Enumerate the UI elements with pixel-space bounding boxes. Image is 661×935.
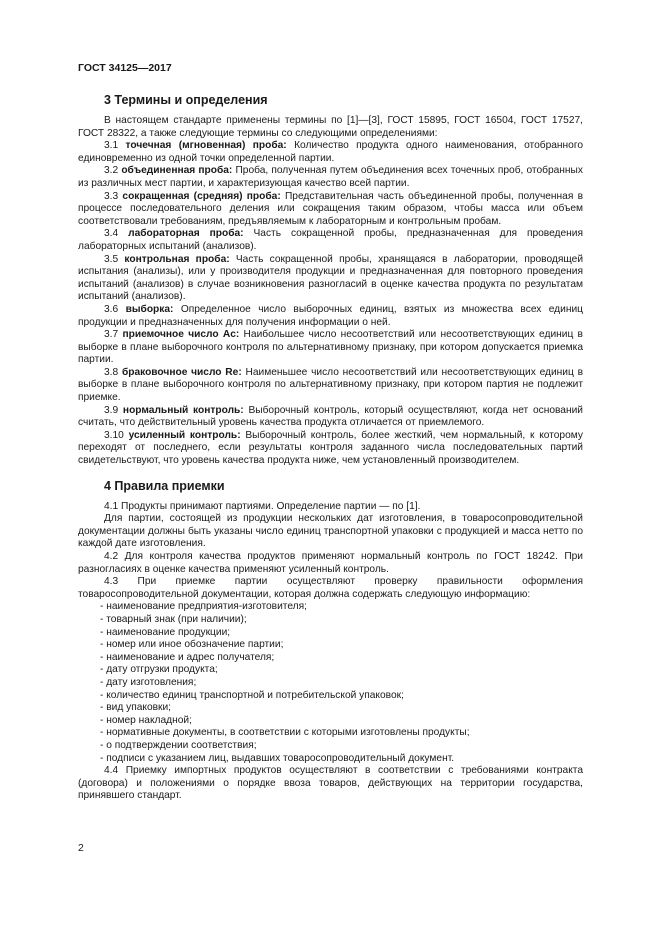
term-definition: Определенное число выборочных единиц, взятых из множества всех единиц продукции и предназначенных для получения информации о ней. xyxy=(78,303,583,328)
list-item: - дату изготовления; xyxy=(100,676,197,688)
term-number: 3.9 xyxy=(104,404,119,416)
term-definition: Часть сокращенной пробы, хранящаяся в лаборатории, проводящей испытания (анализы), или у производителя продукции и предназначенная для повторного проведения испытаний (анализов) в случае возникновения разногласий в оценке качества продукта по результатам испытаний (анализов). xyxy=(78,253,584,303)
term-number: 3.10 xyxy=(104,429,124,441)
list-item: - подписи с указанием лиц, выдавших товаросопроводительный документ. xyxy=(100,752,455,764)
term-name: сокращенная (средняя) проба: xyxy=(122,190,281,202)
term-number: 3.1 xyxy=(104,140,119,152)
term-number: 3.4 xyxy=(104,228,119,240)
standard-code: ГОСТ 34125—2017 xyxy=(78,62,172,74)
list-item: - номер или иное обозначение партии; xyxy=(100,639,284,651)
clause-4-1: 4.1 Продукты принимают партиями. Определение партии — по [1]. xyxy=(104,500,421,512)
term-name: контрольная проба: xyxy=(124,253,230,265)
term-definition: Выборочный контроль, который осуществляют, когда нет оснований считать, что действительный уровень качества продукта отличается от приемлемого. xyxy=(78,404,583,429)
list-item: - количество единиц транспортной и потребительской упаковок; xyxy=(100,689,404,701)
required-info-list xyxy=(78,601,583,765)
clause-4-1-batch-note: Для партии, состоящей из продукции нескольких дат изготовления, в товаросопроводительной документации должны быть указаны число единиц транспортной упаковки с продукцией и масса нетто по каждой дате изготовления. xyxy=(78,513,583,550)
term-paragraph xyxy=(78,405,583,430)
term-number: 3.7 xyxy=(104,329,119,341)
term-name: усиленный контроль: xyxy=(128,429,241,441)
term-number: 3.8 xyxy=(104,366,119,378)
term-paragraph xyxy=(78,191,583,229)
term-name: выборка: xyxy=(125,303,174,315)
term-definition: Выборочный контроль, более жесткий, чем нормальный, к которому переходят от последнего, если результаты контроля заданного числа последовательных партий свидетельствуют, что уровень качества продукта ниже, чем установленный производителем. xyxy=(78,429,583,467)
section-4-title: 4 Правила приемки xyxy=(104,478,225,493)
term-definition: Количество продукта одного наименования, отобранного единовременно из одной точки определенной партии. xyxy=(78,140,583,164)
term-paragraph xyxy=(78,304,583,329)
section-3-intro: В настоящем стандарте применены термины по [1]—[3], ГОСТ 15895, ГОСТ 16504, ГОСТ 17527, ГОСТ 28322, а также следующие термины со следующими определениями: xyxy=(78,115,583,139)
clause-4-3: 4.3 При приемке партии осуществляют проверку правильности оформления товаросопроводительной документации, которая должна содержать следующую информацию: xyxy=(78,576,583,600)
term-number: 3.2 xyxy=(104,165,119,177)
page-number: 2 xyxy=(78,842,84,854)
term-name: объединенная проба: xyxy=(121,165,233,177)
term-paragraph xyxy=(78,430,583,468)
term-number: 3.3 xyxy=(104,190,119,202)
term-list xyxy=(78,140,583,467)
list-item: - наименование и адрес получателя; xyxy=(100,651,275,663)
list-item: - нормативные документы, в соответствии с которыми изготовлены продукты; xyxy=(100,727,470,739)
term-paragraph xyxy=(78,254,583,304)
term-definition: Наибольшее число несоответствий или несоответствующих единиц в выборке в плане выборочного контроля по альтернативному признаку, при котором допускается приемка партии. xyxy=(78,329,583,366)
term-name: приемочное число Ac: xyxy=(122,329,240,341)
term-definition: Часть сокращенной пробы, предназначенная для проведения лабораторных испытаний (анализов). xyxy=(78,228,583,252)
term-name: нормальный контроль: xyxy=(122,404,244,416)
term-paragraph xyxy=(78,329,583,367)
list-item: - товарный знак (при наличии); xyxy=(100,613,247,625)
term-definition: Наименьшее число несоответствий или несоответствующих единиц в выборке в плане выборочного контроля по альтернативному признаку, при котором партия не подлежит приемке. xyxy=(78,366,583,404)
list-item: - о подтверждении соответствия; xyxy=(100,739,257,751)
list-item: - дату отгрузки продукта; xyxy=(100,664,218,676)
term-paragraph xyxy=(78,165,583,190)
term-name: браковочное число Re: xyxy=(121,366,242,378)
term-paragraph xyxy=(78,228,583,253)
term-number: 3.5 xyxy=(104,253,119,265)
list-item: - вид упаковки; xyxy=(100,702,172,714)
clause-4-2: 4.2 Для контроля качества продуктов применяют нормальный контроль по ГОСТ 18242. При разногласиях в оценке качества применяют усиленный контроль. xyxy=(78,551,583,575)
page-content xyxy=(78,92,583,803)
list-item: - номер накладной; xyxy=(100,714,192,726)
term-number: 3.6 xyxy=(104,303,119,315)
term-name: точечная (мгновенная) проба: xyxy=(125,140,287,152)
term-paragraph xyxy=(78,367,583,405)
section-3-title: 3 Термины и определения xyxy=(104,93,268,107)
term-name: лабораторная проба: xyxy=(128,228,244,240)
list-item: - наименование предприятия-изготовителя; xyxy=(100,601,307,613)
term-definition: Представительная часть объединенной пробы, полученная в процессе последовательного деления или сокращения таким образом, чтобы масса или объем соответствовали требованиям, предъявляемым к лабораторным и контрольным пробам. xyxy=(78,190,584,227)
term-definition: Проба, полученная путем объединения всех точечных проб, отобранных из различных мест партии, и характеризующая качество всей партии. xyxy=(78,165,583,189)
term-paragraph xyxy=(78,140,583,165)
clause-4-4: 4.4 Приемку импортных продуктов осуществляют в соответствии с требованиями контракта (договора) и положениями о порядке ввоза товаров, действующих на территории государства, принявшего стандарт. xyxy=(78,765,583,802)
list-item: - наименование продукции; xyxy=(100,626,231,638)
